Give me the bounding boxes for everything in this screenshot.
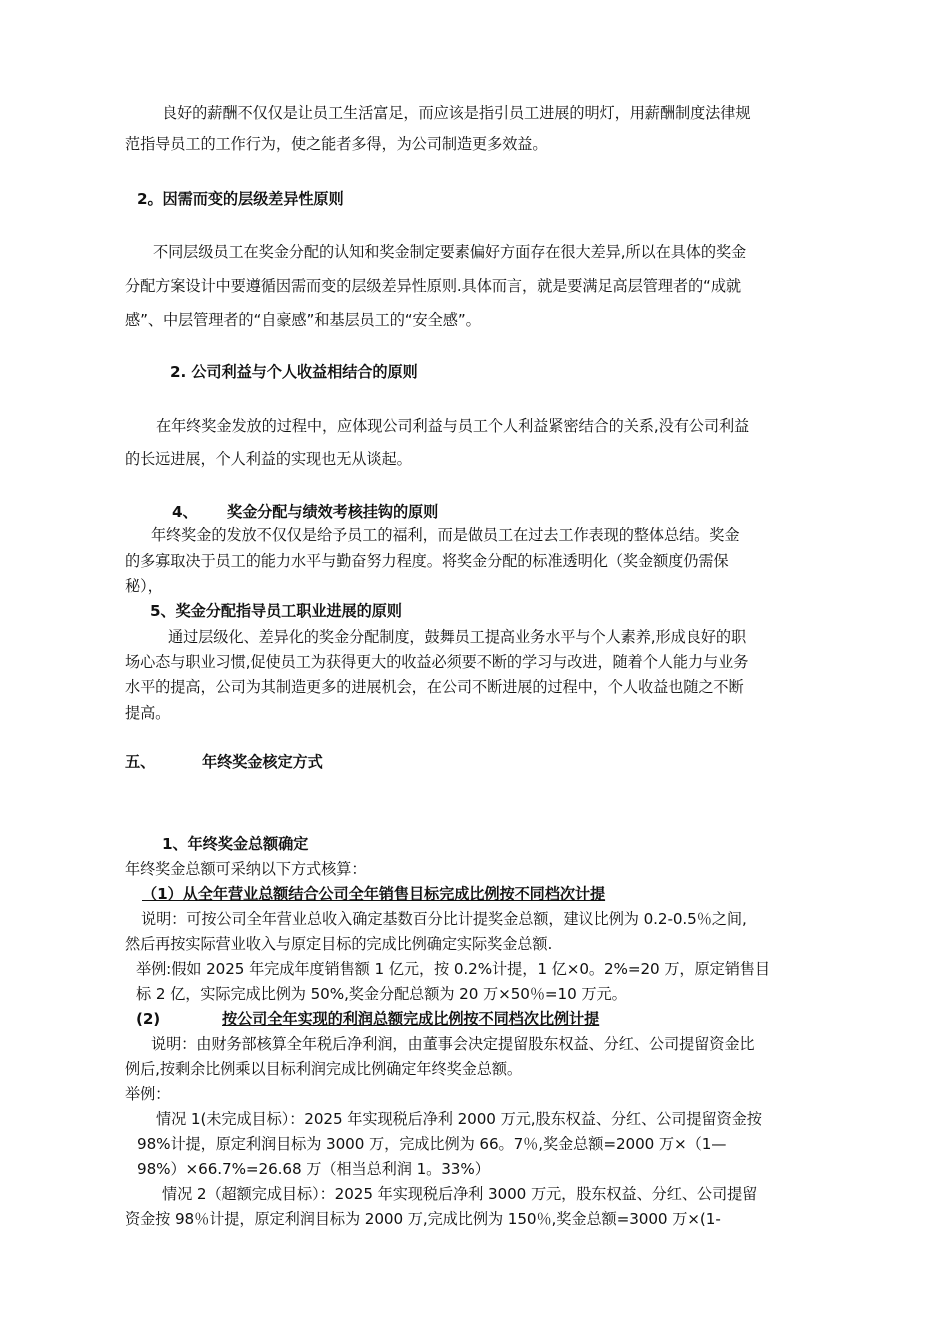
paragraph-line: 良好的薪酬不仅仅是让员工生活富足，而应该是指引员工进展的明灯，用薪酬制度法律规 — [162, 104, 751, 122]
section-heading: 2。因需而变的层级差异性原则 — [137, 190, 344, 208]
paragraph-line: 场心态与职业习惯,促使员工为获得更大的收益必须要不断的学习与改进，随着个人能力与业务 — [125, 653, 749, 671]
method-heading: （1）从全年营业总额结合公司全年销售目标完成比例按不同档次计提 — [142, 885, 606, 903]
paragraph-line: 不同层级员工在奖金分配的认知和奖金制定要素偏好方面存在很大差异,所以在具体的奖金 — [153, 243, 747, 261]
section-heading: 奖金分配与绩效考核挂钩的原则 — [227, 503, 439, 521]
section-heading: 2. 公司利益与个人收益相结合的原则 — [170, 363, 418, 381]
chapter-heading: 年终奖金核定方式 — [202, 753, 323, 771]
paragraph-line: 范指导员工的工作行为，使之能者多得，为公司制造更多效益。 — [125, 135, 548, 153]
chapter-heading-number: 五、 — [125, 753, 156, 771]
paragraph-line: 提高。 — [125, 704, 171, 722]
paragraph-line: 说明：由财务部核算全年税后净利润，由董事会决定提留股东权益、分红、公司提留资金比 — [151, 1035, 755, 1053]
paragraph-line: 说明：可按公司全年营业总收入确定基数百分比计提奖金总额，建议比例为 0.2-0.5％之间, — [141, 910, 747, 928]
paragraph-line: 在年终奖金发放的过程中，应体现公司利益与员工个人利益紧密结合的关系,没有公司利益 — [156, 417, 750, 435]
paragraph-line: 的多寡取决于员工的能力水平与勤奋努力程度。将奖金分配的标准透明化（奖金额度仍需保 — [125, 552, 729, 570]
paragraph-line: 分配方案设计中要遵循因需而变的层级差异性原则.具体而言，就是要满足高层管理者的“成就 — [125, 277, 741, 295]
method-heading: 按公司全年实现的利润总额完成比例按不同档次比例计提 — [222, 1010, 600, 1028]
paragraph-line: 感”、中层管理者的“自豪感”和基层员工的“安全感”。 — [125, 311, 481, 329]
paragraph-line: 的长远进展，个人利益的实现也无从谈起。 — [125, 450, 412, 468]
paragraph-line: 情况 2（超额完成目标）：2025 年实现税后净利 3000 万元，股东权益、分红、公司提留 — [162, 1185, 758, 1203]
paragraph-line: 情况 1(未完成目标）：2025 年实现税后净利 2000 万元,股东权益、分红、公司提留资金按 — [156, 1110, 762, 1128]
paragraph-line: 通过层级化、差异化的奖金分配制度，鼓舞员工提高业务水平与个人素养,形成良好的职 — [168, 628, 747, 646]
subsection-heading: 1、年终奖金总额确定 — [162, 835, 309, 853]
paragraph-line: 标 2 亿，实际完成比例为 50%,奖金分配总额为 20 万×50％=10 万元。 — [136, 985, 627, 1003]
paragraph-line: 举例:假如 2025 年完成年度销售额 1 亿元，按 0.2%计提，1 亿×0。2%=20 万，原定销售目 — [136, 960, 770, 978]
section-heading-number: 4、 — [172, 503, 198, 521]
paragraph-line: 98%计提，原定利润目标为 3000 万，完成比例为 66。7％,奖金总额=2000 万×（1— — [137, 1135, 727, 1153]
paragraph-line: 年终奖金的发放不仅仅是给予员工的福利，而是做员工在过去工作表现的整体总结。奖金 — [151, 526, 740, 544]
paragraph-line: 举例： — [125, 1085, 171, 1103]
method-heading-number: (2) — [136, 1010, 161, 1028]
paragraph-line: 秘）， — [125, 577, 163, 595]
paragraph-line: 然后再按实际营业收入与原定目标的完成比例确定实际奖金总额. — [125, 935, 553, 953]
paragraph-line: 年终奖金总额可采纳以下方式核算： — [125, 860, 367, 878]
paragraph-line: 98%）×66.7%=26.68 万（相当总利润 1。33%） — [137, 1160, 490, 1178]
paragraph-line: 例后,按剩余比例乘以目标利润完成比例确定年终奖金总额。 — [125, 1060, 523, 1078]
section-heading: 5、奖金分配指导员工职业进展的原则 — [150, 602, 402, 620]
paragraph-line: 水平的提高，公司为其制造更多的进展机会，在公司不断进展的过程中，个人收益也随之不断 — [125, 678, 744, 696]
paragraph-line: 资金按 98％计提，原定利润目标为 2000 万,完成比例为 150％,奖金总额=3000 万×(1- — [125, 1210, 721, 1228]
